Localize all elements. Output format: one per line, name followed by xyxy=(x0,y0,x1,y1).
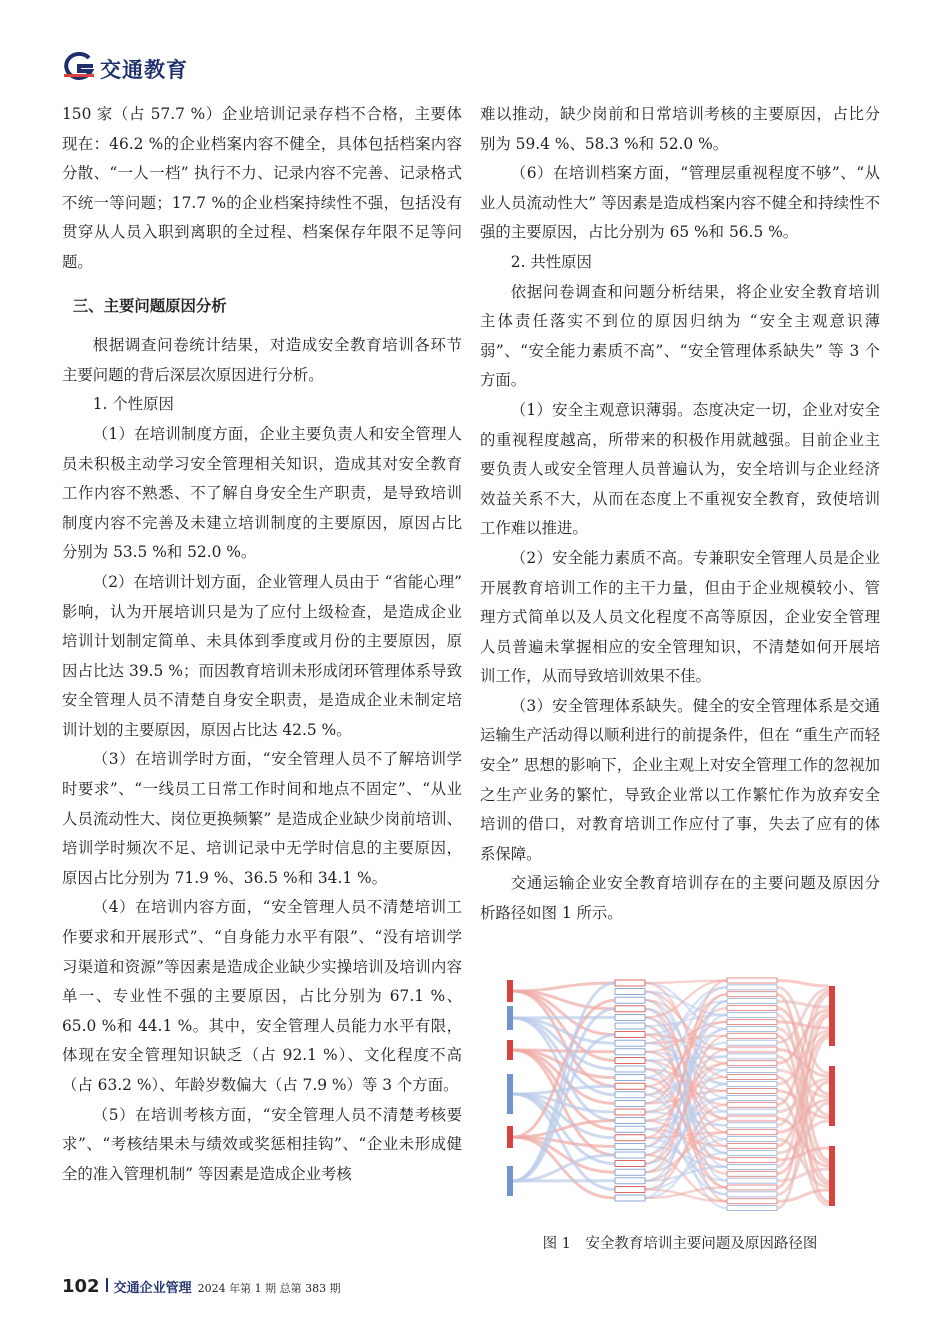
sankey-node xyxy=(615,1014,645,1020)
sankey-node xyxy=(615,1178,645,1184)
sankey-node xyxy=(727,1116,777,1121)
sankey-link xyxy=(513,1155,615,1181)
right-column xyxy=(480,100,880,929)
sankey-node xyxy=(727,1206,777,1211)
paragraph-missing-system: （3）安全管理体系缺失。健全的安全管理体系是交通运输生产活动得以顺利进行的前提条件，但在 “重生产而轻安全” 思想的影响下，企业主观上对安全管理工作的忽视加之生产业务的繁忙，导致企业常以工作繁忙作为放弃安全培训的借口，对教育培训工作应付了事，失去了应有的体系保障。 xyxy=(480,696,880,863)
sankey-node xyxy=(727,1026,777,1031)
sankey-node xyxy=(507,1006,513,1030)
footer-issue: 2024 年第 1 期 总第 383 期 xyxy=(197,1282,341,1295)
sankey-node xyxy=(727,1033,777,1038)
footer-journal-name: 交通企业管理 xyxy=(113,1281,192,1296)
paragraph-training-assessment: （5）在培训考核方面，“安全管理人员不清楚考核要求”、“考核结果未与绩效或奖惩相挂钩”、“企业未形成健全的准入管理机制” 等因素是造成企业考核 xyxy=(62,1105,462,1183)
sankey-node xyxy=(727,1178,777,1183)
sankey-node xyxy=(727,1082,777,1087)
sankey-node xyxy=(615,1092,645,1098)
sankey-node xyxy=(615,1195,645,1201)
sankey-node xyxy=(615,980,645,986)
sankey-node xyxy=(615,1023,645,1029)
sankey-node xyxy=(615,1040,645,1046)
paragraph-figure-reference: 交通运输企业安全教育培训存在的主要问题及原因分析路径如图 1 所示。 xyxy=(480,874,880,923)
sankey-node xyxy=(615,1006,645,1012)
footer-divider xyxy=(106,1278,108,1292)
sankey-node xyxy=(615,997,645,1003)
paragraph-weak-awareness: （1）安全主观意识薄弱。态度决定一切，企业对安全的重视程度越高，所带来的积极作用就越强。目前企业主要负责人或安全管理人员普遍认为，安全培训与企业经济效益关系不大，从而在态度上不重视安全教育，致使培训工作难以推进。 xyxy=(480,400,880,538)
paragraph-training-hours: （3）在培训学时方面，“安全管理人员不了解培训学时要求”、“一线员工日常工作时间和地点不固定”、“从业人员流动性大、岗位更换频繁” 是造成企业缺少岗前培训、培训学时频次不足、培训记录中无学时信息的主要原因，原因占比分别为 71.9 %、36.5 %和 34.1 %。 xyxy=(62,750,462,887)
journal-header xyxy=(62,50,362,86)
sankey-node xyxy=(727,1088,777,1093)
sankey-node xyxy=(727,1157,777,1162)
sankey-node xyxy=(727,1068,777,1073)
paragraph-intro: 150 家（占 57.7 %）企业培训记录存档不合格，主要体现在：46.2 %的企业档案内容不健全，具体包括档案内容分散、“一人一档” 执行不力、记录内容不完善、记录格式不统一等问题；17.7 %的企业档案持续性不强，包括没有贯穿从人员入职到离职的全过程、档案保存年限不足等问题。 xyxy=(62,105,462,271)
sankey-node xyxy=(727,1006,777,1011)
paragraph-low-competence: （2）安全能力素质不高。专兼职安全管理人员是企业开展教育培训工作的主干力量，但由于企业规模较小、管理方式简单以及人员文化程度不高等原因，企业安全管理人员普遍未掌握相应的安全管理知识，不清楚如何开展培训工作，从而导致培训效果不佳。 xyxy=(480,548,880,686)
sankey-node xyxy=(615,1075,645,1081)
sankey-node xyxy=(727,1130,777,1135)
subheading-individual-causes: 1. 个性原因 xyxy=(92,395,174,414)
sankey-node xyxy=(727,992,777,997)
sankey-node xyxy=(615,1100,645,1106)
sankey-node xyxy=(727,1123,777,1128)
sankey-node xyxy=(615,1049,645,1055)
paragraph-common-intro: 依据问卷调查和问题分析结果，将企业安全教育培训主体责任落实不到位的原因归纳为 “安全主观意识薄弱”、“安全能力素质不高”、“安全管理体系缺失” 等 3 个方面。 xyxy=(480,282,880,390)
sankey-node xyxy=(727,1095,777,1100)
sankey-node xyxy=(727,1013,777,1018)
figure-sankey-diagram xyxy=(489,976,875,1224)
sankey-node xyxy=(507,1074,513,1114)
sankey-node xyxy=(615,1109,645,1115)
sankey-node xyxy=(727,1144,777,1149)
paragraph-training-content: （4）在培训内容方面，“安全管理人员不清楚培训工作要求和开展形式”、“自身能力水平有限”、“没有培训学习渠道和资源”等因素是造成企业缺少实操培训及培训内容单一、专业性不强的主要原因，占比分别为 67.1 %、65.0 %和 44.1 %。其中，安全管理人员能力水平有限，体现在安全管理知识缺乏（占 92.1 %）、文化程度不高（占 63.2 %）、年龄岁数偏大（占 7.9 %）等 3 个方面。 xyxy=(62,898,462,1094)
sankey-node xyxy=(615,1057,645,1063)
sankey-node xyxy=(829,1066,835,1126)
sankey-node xyxy=(727,1061,777,1066)
sankey-node xyxy=(727,1185,777,1190)
sankey-node xyxy=(615,1126,645,1132)
sankey-node xyxy=(727,1054,777,1059)
sankey-node xyxy=(727,1109,777,1114)
section-title: 三、主要问题原因分析 xyxy=(72,296,227,315)
paragraph-analysis: 根据调查问卷统计结果，对造成安全教育培训各环节主要问题的背后深层次原因进行分析。 xyxy=(62,336,462,384)
sankey-link xyxy=(777,981,829,987)
sankey-node xyxy=(727,1047,777,1052)
sankey-node xyxy=(727,1151,777,1156)
paragraph-assessment-continued: 难以推动，缺少岗前和日常培训考核的主要原因，占比分别为 59.4 %、58.3 %和 52.0 %。 xyxy=(480,105,880,153)
sankey-node xyxy=(727,1171,777,1176)
paragraph-training-system: （1）在培训制度方面，企业主要负责人和安全管理人员未积极主动学习安全管理相关知识，造成其对安全教育工作内容不熟悉、不了解自身安全生产职责，是导致培训制度内容不完善及未建立培训制度的主要原因，原因占比分别为 53.5 %和 52.0 %。 xyxy=(62,424,462,562)
sankey-node xyxy=(727,1164,777,1169)
sankey-node xyxy=(829,986,835,1046)
sankey-link xyxy=(513,1121,615,1137)
paragraph-training-archive: （6）在培训档案方面，“管理层重视程度不够”、“从业人员流动性大” 等因素是造成档案内容不健全和持续性不强的主要原因，占比分别为 65 %和 56.5 %。 xyxy=(480,164,880,242)
sankey-node xyxy=(829,1146,835,1206)
left-column xyxy=(62,100,462,1189)
sankey-node xyxy=(615,1169,645,1175)
sankey-node xyxy=(507,980,513,1002)
sankey-node xyxy=(727,1019,777,1024)
page-number: 102 xyxy=(62,1276,100,1297)
page-footer xyxy=(62,1276,341,1297)
sankey-node xyxy=(727,1075,777,1080)
sankey-node xyxy=(727,1040,777,1045)
sankey-node xyxy=(727,999,777,1004)
sankey-node xyxy=(615,1152,645,1158)
sankey-node xyxy=(507,1040,513,1060)
subheading-common-causes: 2. 共性原因 xyxy=(510,252,592,271)
sankey-node xyxy=(507,1166,513,1196)
paragraph-training-plan: （2）在培训计划方面，企业管理人员由于 “省能心理” 影响，认为开展培训只是为了应付上级检查，是造成企业培训计划制定简单、未具体到季度或月份的主要原因，原因占比达 39.5 %；而因教育培训未形成闭环管理体系导致安全管理人员不清楚自身安全职责，是造成企业未制定培训计划的主要原因，原因占比达 42.5 %。 xyxy=(62,572,462,739)
sankey-node xyxy=(727,978,777,983)
sankey-node xyxy=(615,1032,645,1038)
sankey-node xyxy=(615,989,645,995)
sankey-node xyxy=(615,1083,645,1089)
sankey-node xyxy=(615,1135,645,1141)
sankey-graphic xyxy=(489,976,875,1224)
sankey-node xyxy=(615,1186,645,1192)
sankey-node xyxy=(615,1066,645,1072)
sankey-node xyxy=(727,1192,777,1197)
sankey-node xyxy=(507,1126,513,1148)
sankey-node xyxy=(727,1199,777,1204)
sankey-node xyxy=(615,1161,645,1167)
sankey-node xyxy=(615,1118,645,1124)
sankey-node xyxy=(727,1102,777,1107)
sankey-node xyxy=(615,1143,645,1149)
journal-logo-icon xyxy=(62,52,96,82)
sankey-node xyxy=(727,1137,777,1142)
journal-name: 交通教育 xyxy=(100,58,188,82)
figure-caption: 图 1 安全教育培训主要问题及原因路径图 xyxy=(542,1236,818,1252)
sankey-node xyxy=(727,985,777,990)
